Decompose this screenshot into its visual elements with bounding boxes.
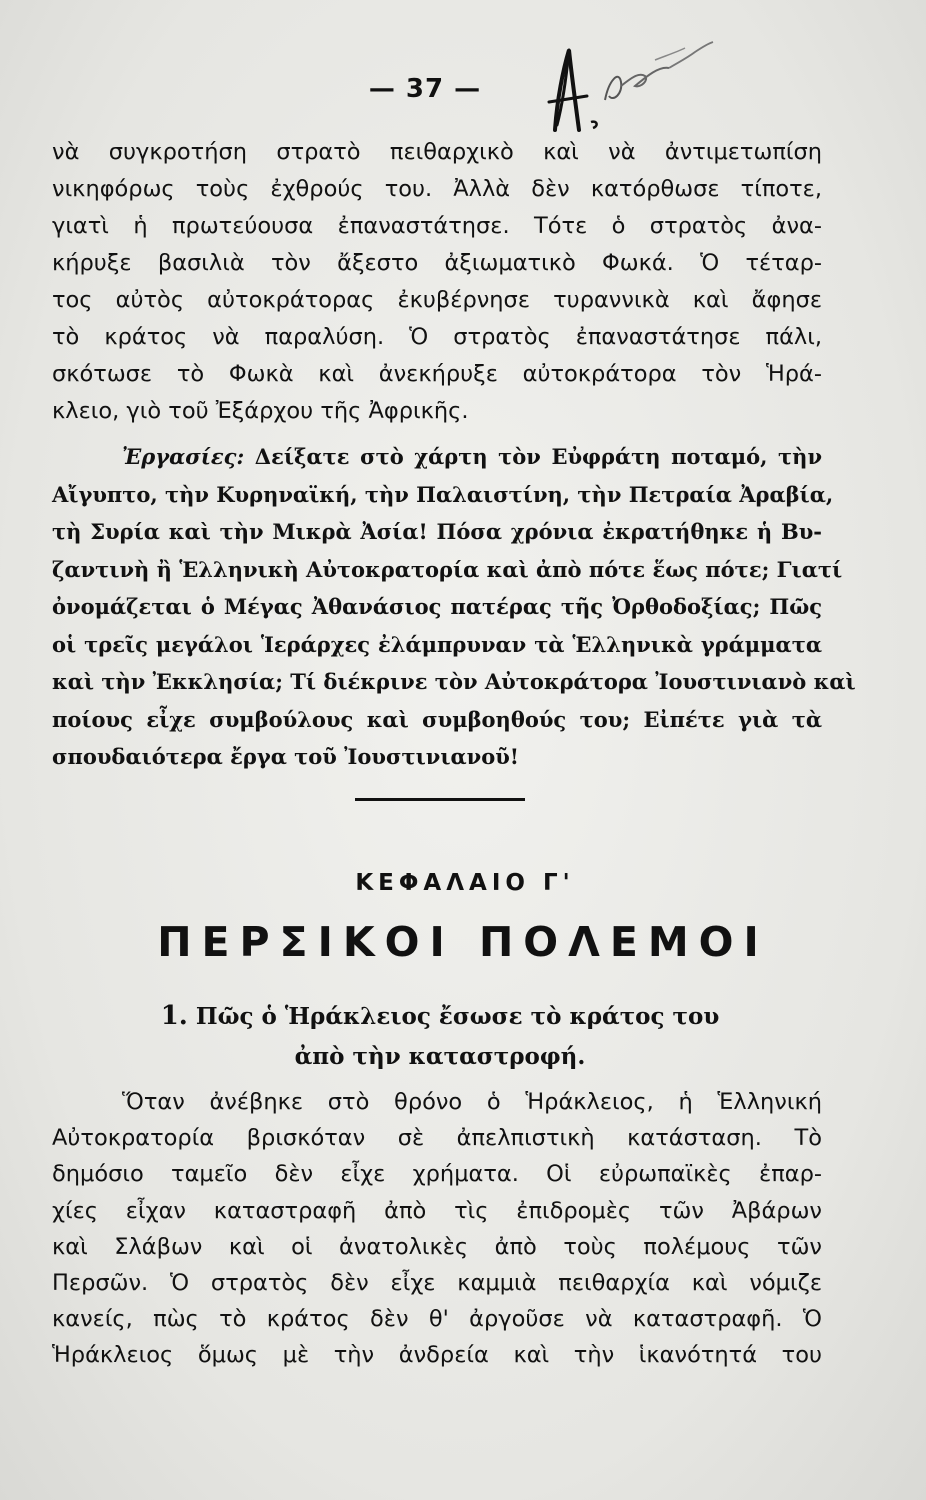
section-number: 1.: [160, 1001, 188, 1031]
paragraph-continuation: [52, 134, 822, 430]
text-line: τὸ κράτος νὰ παραλύση. Ὁ στρατὸς ἐπαναστάτησε πάλι,: [52, 324, 822, 350]
text-line: τὴ Συρία καὶ τὴν Μικρὰ Ἀσία! Πόσα χρόνια ἐκρατήθηκε ἡ Βυ-: [52, 519, 822, 544]
text-line: καὶ Σλάβων καὶ οἱ ἀνατολικὲς ἀπὸ τοὺς πολέμους τῶν: [52, 1233, 822, 1260]
text-line: Αἴγυπτο, τὴν Κυρηναϊκή, τὴν Παλαιστίνη, τὴν Πετραία Ἀραβία,: [52, 481, 834, 507]
text-line: Ἡράκλειος ὅμως μὲ τὴν ἀνδρεία καὶ τὴν ἱκανότητά του: [52, 1342, 822, 1369]
exercises-first-line: [52, 438, 822, 476]
text-line: Ὅταν ἀνέβηκε στὸ θρόνο ὁ Ἡράκλειος, ἡ Ἑλληνική: [122, 1089, 822, 1115]
text-line: οἱ τρεῖς μεγάλοι Ἱεράρχες ἐλάμπρυναν τὰ Ἑλληνικὰ γράμματα: [52, 631, 822, 657]
text-line: κήρυξε βασιλιὰ τὸν ἄξεστο ἀξιωματικὸ Φωκά. Ὁ τέταρ-: [52, 250, 822, 276]
text-line: σπουδαιότερα ἔργα τοῦ Ἰουστινιανοῦ!: [52, 744, 520, 769]
text-line: Αὐτοκρατορία βρισκόταν σὲ ἀπελπιστικὴ κατάσταση. Τὸ: [52, 1125, 822, 1152]
chapter-title: ΠΕΡΣΙΚΟΙ ΠΟΛΕΜΟΙ: [157, 918, 769, 966]
text-line: σκότωσε τὸ Φωκὰ καὶ ἀνεκήρυξε αὐτοκράτορα τὸν Ἡρά-: [52, 361, 822, 387]
section-divider: [355, 798, 525, 801]
handwritten-signature: [535, 30, 725, 140]
exercises-label: Ἐργασίες:: [122, 444, 245, 469]
text-line: ποίους εἶχε συμβούλους καὶ συμβοηθούς του; Εἰπέτε γιὰ τὰ: [52, 706, 822, 732]
section-heading-line-1: [100, 996, 780, 1037]
text-line: Δείξατε στὸ χάρτη τὸν Εὐφράτη ποταμό, τὴν: [254, 444, 823, 469]
text-line: κανείς, πὼς τὸ κράτος δὲν θ' ἀργοῦσε νὰ καταστραφῆ. Ὁ: [52, 1306, 822, 1333]
section-body-paragraph: [52, 1084, 822, 1374]
text-line: χίες εἶχαν καταστραφῆ ἀπὸ τὶς ἐπιδρομὲς τῶν Ἀβάρων: [52, 1197, 822, 1224]
text-line: ὀνομάζεται ὁ Μέγας Ἀθανάσιος πατέρας τῆς Ὀρθοδοξίας; Πῶς: [52, 594, 822, 619]
text-line: γιατὶ ἡ πρωτεύουσα ἐπαναστάτησε. Τότε ὁ στρατὸς ἀνα-: [52, 213, 822, 239]
text-line: δημόσιο ταμεῖο δὲν εἶχε χρήματα. Οἱ εὐρωπαϊκὲς ἐπαρ-: [52, 1161, 822, 1188]
text-line: Περσῶν. Ὁ στρατὸς δὲν εἶχε καμμιὰ πειθαρχία καὶ νόμιζε: [52, 1269, 822, 1296]
section-title-part-1: Πῶς ὁ Ἡράκλειος ἔσωσε τὸ κράτος του: [195, 1003, 720, 1030]
text-line: καὶ τὴν Ἐκκλησία; Τί διέκρινε τὸν Αὐτοκράτορα Ἰουστινιανὸ καὶ: [52, 669, 856, 694]
page-number: — 37 —: [368, 74, 482, 104]
text-line: νὰ συγκροτήση στρατὸ πειθαρχικὸ καὶ νὰ ἀντιμετωπίση: [52, 139, 822, 165]
text-line: ζαντινὴ ἢ Ἑλληνικὴ Αὐτοκρατορία καὶ ἀπὸ πότε ἕως πότε; Γιατί: [52, 556, 843, 582]
text-line: κλειο, γιὸ τοῦ Ἐξάρχου τῆς Ἀφρικῆς.: [52, 398, 469, 424]
exercises-paragraph: [52, 438, 856, 776]
text-line: νικηφόρως τοὺς ἐχθρούς του. Ἀλλὰ δὲν κατόρθωσε τίποτε,: [52, 176, 822, 202]
section-heading-line-2: ἀπὸ τὴν καταστροφή.: [294, 1043, 586, 1070]
chapter-label: ΚΕΦΑΛΑΙΟ Γ': [355, 870, 575, 896]
text-line: τος αὐτὸς αὐτοκράτορας ἐκυβέρνησε τυραννικὰ καὶ ἄφησε: [52, 287, 822, 313]
section-heading: [100, 996, 780, 1077]
